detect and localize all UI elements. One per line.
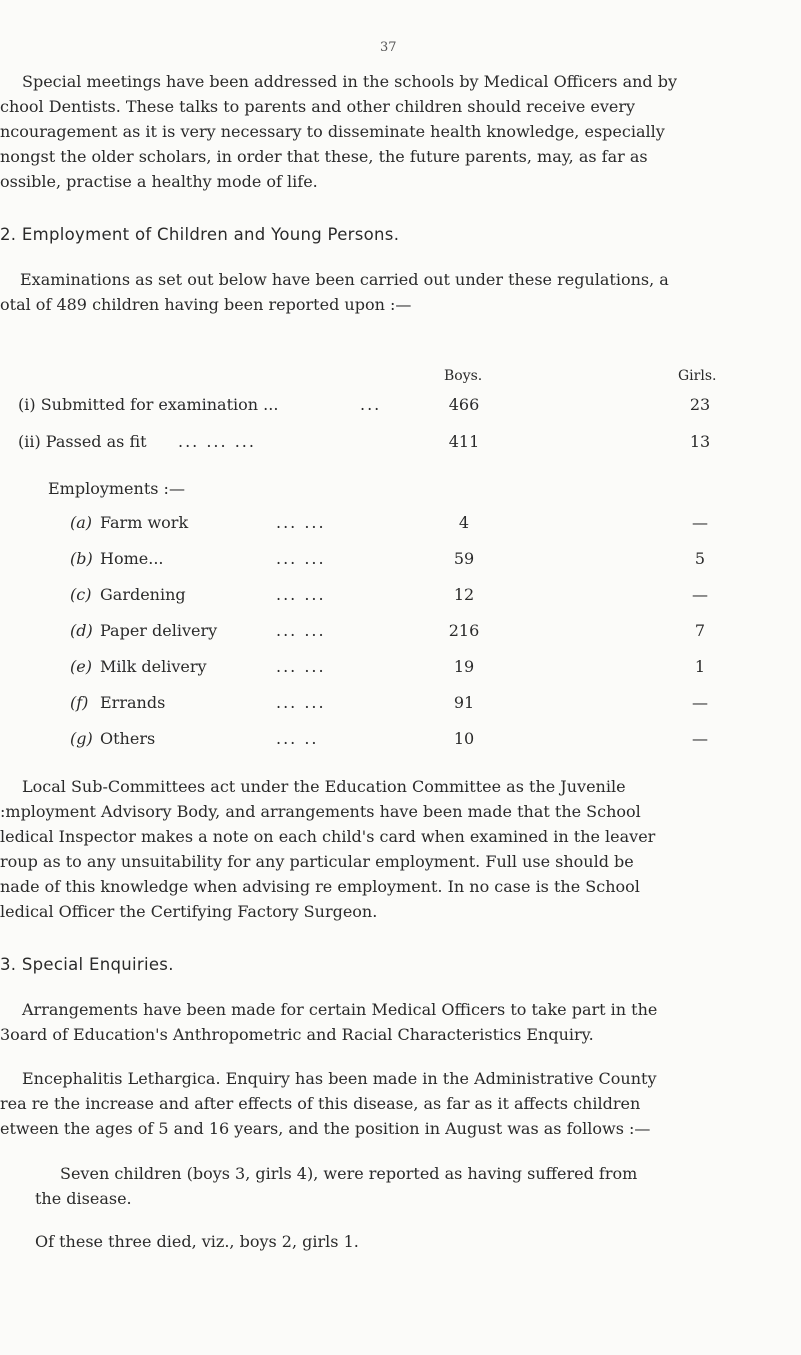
page-number: 37 [380, 40, 397, 55]
table-row [0, 585, 801, 607]
row-letter: (c) [70, 585, 92, 604]
row-dots: ... [360, 395, 382, 414]
employments-label: Employments :— [48, 479, 185, 498]
row-boys-value: 411 [448, 432, 480, 451]
row-letter: (g) [70, 729, 93, 748]
row-dots: ... ... ... [178, 432, 256, 451]
row-label: Others [100, 729, 156, 748]
section-2-intro-2: otal of 489 children having been reported upon :— [0, 295, 412, 314]
row-letter: (e) [70, 657, 92, 676]
row-label: Paper delivery [100, 621, 218, 640]
row-dots: ... ... [276, 693, 326, 712]
row-letter: (d) [70, 621, 93, 640]
row-boys-value: 10 [453, 729, 475, 748]
table-row [0, 693, 801, 715]
row-label: Errands [100, 693, 166, 712]
column-header-boys: Boys. [444, 368, 483, 384]
row-boys-value: 4 [458, 513, 470, 532]
intro-line-1: Special meetings have been addressed in the schools by Medical Officers and by [22, 72, 678, 91]
row-boys-value: 12 [453, 585, 475, 604]
table-row [0, 729, 801, 751]
row-boys-value: 19 [453, 657, 475, 676]
row-dots: ... ... [276, 585, 326, 604]
table-row [0, 621, 801, 643]
table-row-passed [0, 432, 801, 454]
row-label: Milk delivery [100, 657, 207, 676]
intro-line-5: ossible, practise a healthy mode of life. [0, 172, 318, 191]
row-label: (i) Submitted for examination ... [18, 395, 279, 414]
intro-line-2: chool Dentists. These talks to parents and other children should receive every [0, 97, 636, 116]
column-header-girls: Girls. [678, 368, 717, 384]
row-letter: (a) [70, 513, 93, 532]
row-girls-value: — [692, 729, 708, 748]
row-label: Gardening [100, 585, 186, 604]
row-letter: (b) [70, 549, 93, 568]
encephalitis-line-2: rea re the increase and after effects of this disease, as far as it affects children [0, 1094, 641, 1113]
section-2-heading: 2. Employment of Children and Young Persons. [0, 225, 400, 244]
local-line-3: ledical Inspector makes a note on each child's card when examined in the leaver [0, 827, 656, 846]
section-2-intro-1: Examinations as set out below have been carried out under these regulations, a [20, 270, 669, 289]
row-boys-value: 216 [448, 621, 480, 640]
row-girls-value: 23 [689, 395, 711, 414]
intro-line-3: ncouragement as it is very necessary to disseminate health knowledge, especially [0, 122, 665, 141]
row-girls-value: — [692, 513, 708, 532]
row-girls-value: 7 [694, 621, 706, 640]
row-girls-value: — [692, 693, 708, 712]
row-dots: ... ... [276, 549, 326, 568]
row-girls-value: 13 [689, 432, 711, 451]
seven-children-line-2: the disease. [35, 1189, 132, 1208]
row-boys-value: 59 [453, 549, 475, 568]
local-line-2: :mployment Advisory Body, and arrangements have been made that the School [0, 802, 641, 821]
row-letter: (f) [70, 693, 89, 712]
row-label: Home... [100, 549, 164, 568]
encephalitis-line-1: Encephalitis Lethargica. Enquiry has been made in the Administrative County [22, 1069, 657, 1088]
row-dots: ... ... [276, 657, 326, 676]
row-girls-value: 5 [694, 549, 706, 568]
seven-children-line-1: Seven children (boys 3, girls 4), were reported as having suffered from [60, 1164, 638, 1183]
row-girls-value: 1 [694, 657, 706, 676]
died-line: Of these three died, viz., boys 2, girls 1. [35, 1232, 359, 1251]
local-line-6: ledical Officer the Certifying Factory Surgeon. [0, 902, 378, 921]
row-label: (ii) Passed as fit [18, 432, 147, 451]
arrangements-line-1: Arrangements have been made for certain Medical Officers to take part in the [22, 1000, 658, 1019]
local-line-1: Local Sub-Committees act under the Education Committee as the Juvenile [22, 777, 626, 796]
row-boys-value: 466 [448, 395, 480, 414]
row-dots: ... ... [276, 513, 326, 532]
intro-line-4: nongst the older scholars, in order that these, the future parents, may, as far as [0, 147, 648, 166]
encephalitis-line-3: etween the ages of 5 and 16 years, and the position in August was as follows :— [0, 1119, 651, 1138]
section-3-heading: 3. Special Enquiries. [0, 955, 174, 974]
row-label: Farm work [100, 513, 189, 532]
table-row [0, 513, 801, 535]
table-row [0, 549, 801, 571]
row-girls-value: — [692, 585, 708, 604]
arrangements-line-2: 3oard of Education's Anthropometric and Racial Characteristics Enquiry. [0, 1025, 594, 1044]
table-row-submitted [0, 395, 801, 417]
row-boys-value: 91 [453, 693, 475, 712]
row-dots: ... .. [276, 729, 319, 748]
local-line-5: nade of this knowledge when advising re employment. In no case is the School [0, 877, 640, 896]
local-line-4: roup as to any unsuitability for any particular employment. Full use should be [0, 852, 634, 871]
row-dots: ... ... [276, 621, 326, 640]
table-row [0, 657, 801, 679]
